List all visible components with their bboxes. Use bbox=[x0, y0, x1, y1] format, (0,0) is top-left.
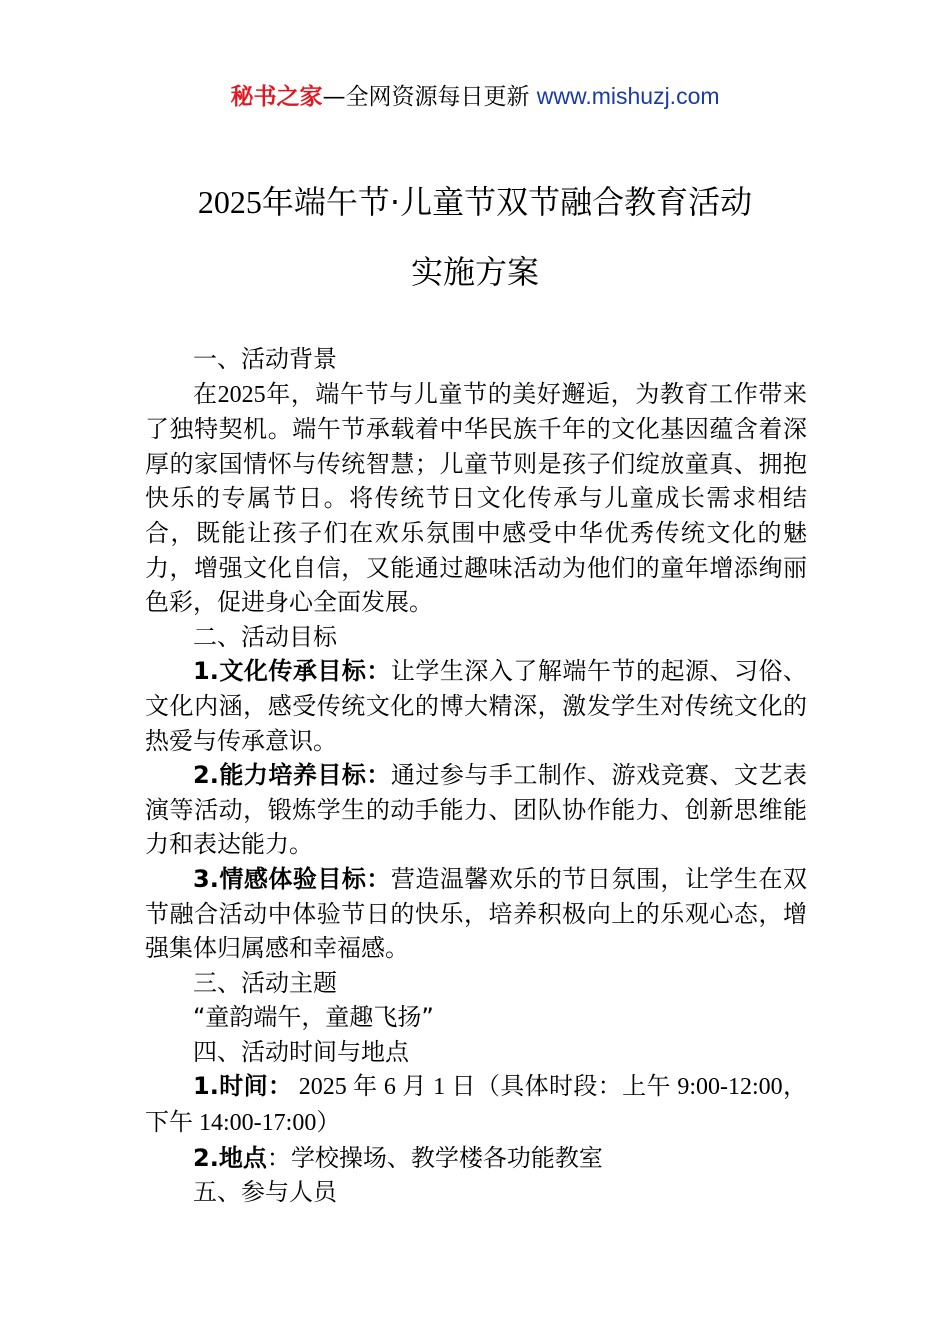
goal-ability-text: 通过参与手工制作、游戏竞赛、文艺表演等活动，锻炼学生的动手能力、团队协作能力、创新思维能力和表达能力。 bbox=[145, 761, 807, 859]
background-paragraph bbox=[145, 377, 807, 620]
site-brand: 秘书之家 bbox=[230, 84, 323, 110]
goal-culture bbox=[145, 654, 807, 758]
title-line1-text: 年端午节·儿童节双节融合教育活动 bbox=[261, 183, 753, 221]
section-heading-participants: 五、参与人员 bbox=[193, 1178, 337, 1207]
background-year: 2025 bbox=[217, 381, 266, 408]
time-afternoon: 14:00-17:00 bbox=[193, 1110, 317, 1137]
document-title bbox=[0, 180, 950, 224]
goal-culture-text: 让学生深入了解端午节的起源、习俗、文化内涵，感受传统文化的博大精深，激发学生对传统文化的热爱与传承意识。 bbox=[145, 657, 807, 755]
time-paragraph bbox=[145, 1069, 807, 1140]
time-morning: 9:00-12:00 bbox=[670, 1074, 783, 1101]
background-body: 年，端午节与儿童节的美好邂逅，为教育工作带来了独特契机。端午节承载着中华民族千年的文化基因蕴含着深厚的家国情怀与传统智慧；儿童节则是孩子们绽放童真、拥抱快乐的专属节日。将传统节日文化传承与儿童成长需求相结合，既能让孩子们在欢乐氛围中感受中华优秀传统文化的魅力，增强文化自信，又能通过趣味活动为他们的童年增添绚丽色彩，促进身心全面发展。 bbox=[145, 379, 807, 617]
goal-culture-label: 1.文化传承目标： bbox=[193, 657, 391, 686]
time-month: 6 bbox=[377, 1074, 403, 1101]
time-year: 2025 bbox=[292, 1074, 354, 1101]
place-text: ：学校操场、教学楼各功能教室 bbox=[266, 1143, 603, 1172]
site-url-link[interactable]: www.mishuzj.com bbox=[536, 83, 720, 109]
section-heading-time-place: 四、活动时间与地点 bbox=[193, 1037, 409, 1066]
goal-emotion bbox=[145, 862, 807, 966]
goal-ability bbox=[145, 758, 807, 862]
document-body bbox=[145, 342, 807, 1210]
site-tagline: —全网资源每日更新 bbox=[322, 84, 530, 110]
goal-emotion-label: 3.情感体验目标： bbox=[193, 864, 391, 893]
goal-ability-label: 2.能力培养目标： bbox=[193, 761, 391, 790]
site-header bbox=[0, 80, 950, 113]
place-label: 2.地点 bbox=[193, 1143, 267, 1172]
time-day: 1 bbox=[426, 1074, 452, 1101]
background-pre: 在 bbox=[193, 379, 218, 408]
time-month-unit: 月 bbox=[402, 1072, 427, 1101]
place-paragraph bbox=[145, 1141, 807, 1176]
time-afternoon-label: ，下午 bbox=[145, 1072, 808, 1137]
goal-emotion-text: 营造温馨欢乐的节日氛围，让学生在双节融合活动中体验节日的快乐，培养积极向上的乐观心态，增强集体归属感和幸福感。 bbox=[145, 864, 807, 963]
theme-text: “童韵端午，童趣飞扬” bbox=[193, 1003, 434, 1032]
time-close: ） bbox=[316, 1108, 341, 1137]
section-heading-background: 一、活动背景 bbox=[193, 345, 337, 373]
document-subtitle: 实施方案 bbox=[410, 253, 539, 291]
section-heading-goals: 二、活动目标 bbox=[193, 622, 337, 651]
time-year-unit: 年 bbox=[353, 1072, 378, 1101]
section-heading-theme: 三、活动主题 bbox=[193, 968, 337, 997]
title-year: 2025 bbox=[197, 184, 262, 220]
time-day-unit: 日（具体时段：上午 bbox=[451, 1072, 671, 1101]
time-label: 1.时间： bbox=[193, 1072, 293, 1101]
